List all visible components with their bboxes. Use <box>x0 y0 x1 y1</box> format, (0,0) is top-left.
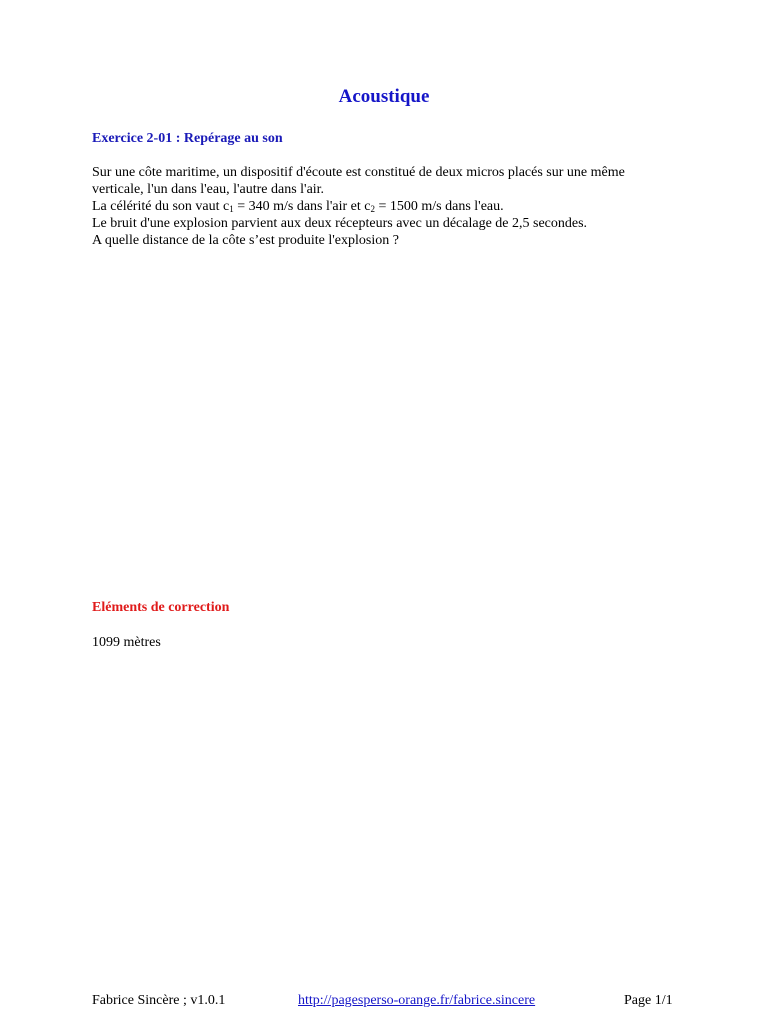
footer-page-number: Page 1/1 <box>624 993 673 1008</box>
statement-line-speeds <box>92 198 712 215</box>
footer-author: Fabrice Sincère ; v1.0.1 <box>92 993 226 1008</box>
page-title: Acoustique <box>338 86 430 107</box>
statement-text: = 340 m/s dans l'air et c <box>233 199 371 214</box>
statement-text: La célérité du son vaut c <box>92 199 230 214</box>
subscript: 1 <box>229 204 234 214</box>
answer-text: 1099 mètres <box>92 635 161 650</box>
statement-text: = 1500 m/s dans l'eau. <box>375 199 504 214</box>
footer-link[interactable]: http://pagesperso-orange.fr/fabrice.sincere <box>298 993 536 1008</box>
statement-line: Le bruit d'une explosion parvient aux deux récepteurs avec un décalage de 2,5 secondes. <box>92 216 588 231</box>
exercise-statement <box>92 164 712 249</box>
statement-line: A quelle distance de la côte s’est produite l'explosion ? <box>92 233 399 248</box>
statement-line: Sur une côte maritime, un dispositif d'écoute est constitué de deux micros placés sur une même <box>92 165 625 180</box>
exercise-heading: Exercice 2-01 : Repérage au son <box>92 131 283 146</box>
statement-line: verticale, l'un dans l'eau, l'autre dans l'air. <box>92 182 325 197</box>
subscript: 2 <box>370 204 375 214</box>
correction-heading: Eléments de correction <box>92 600 230 615</box>
